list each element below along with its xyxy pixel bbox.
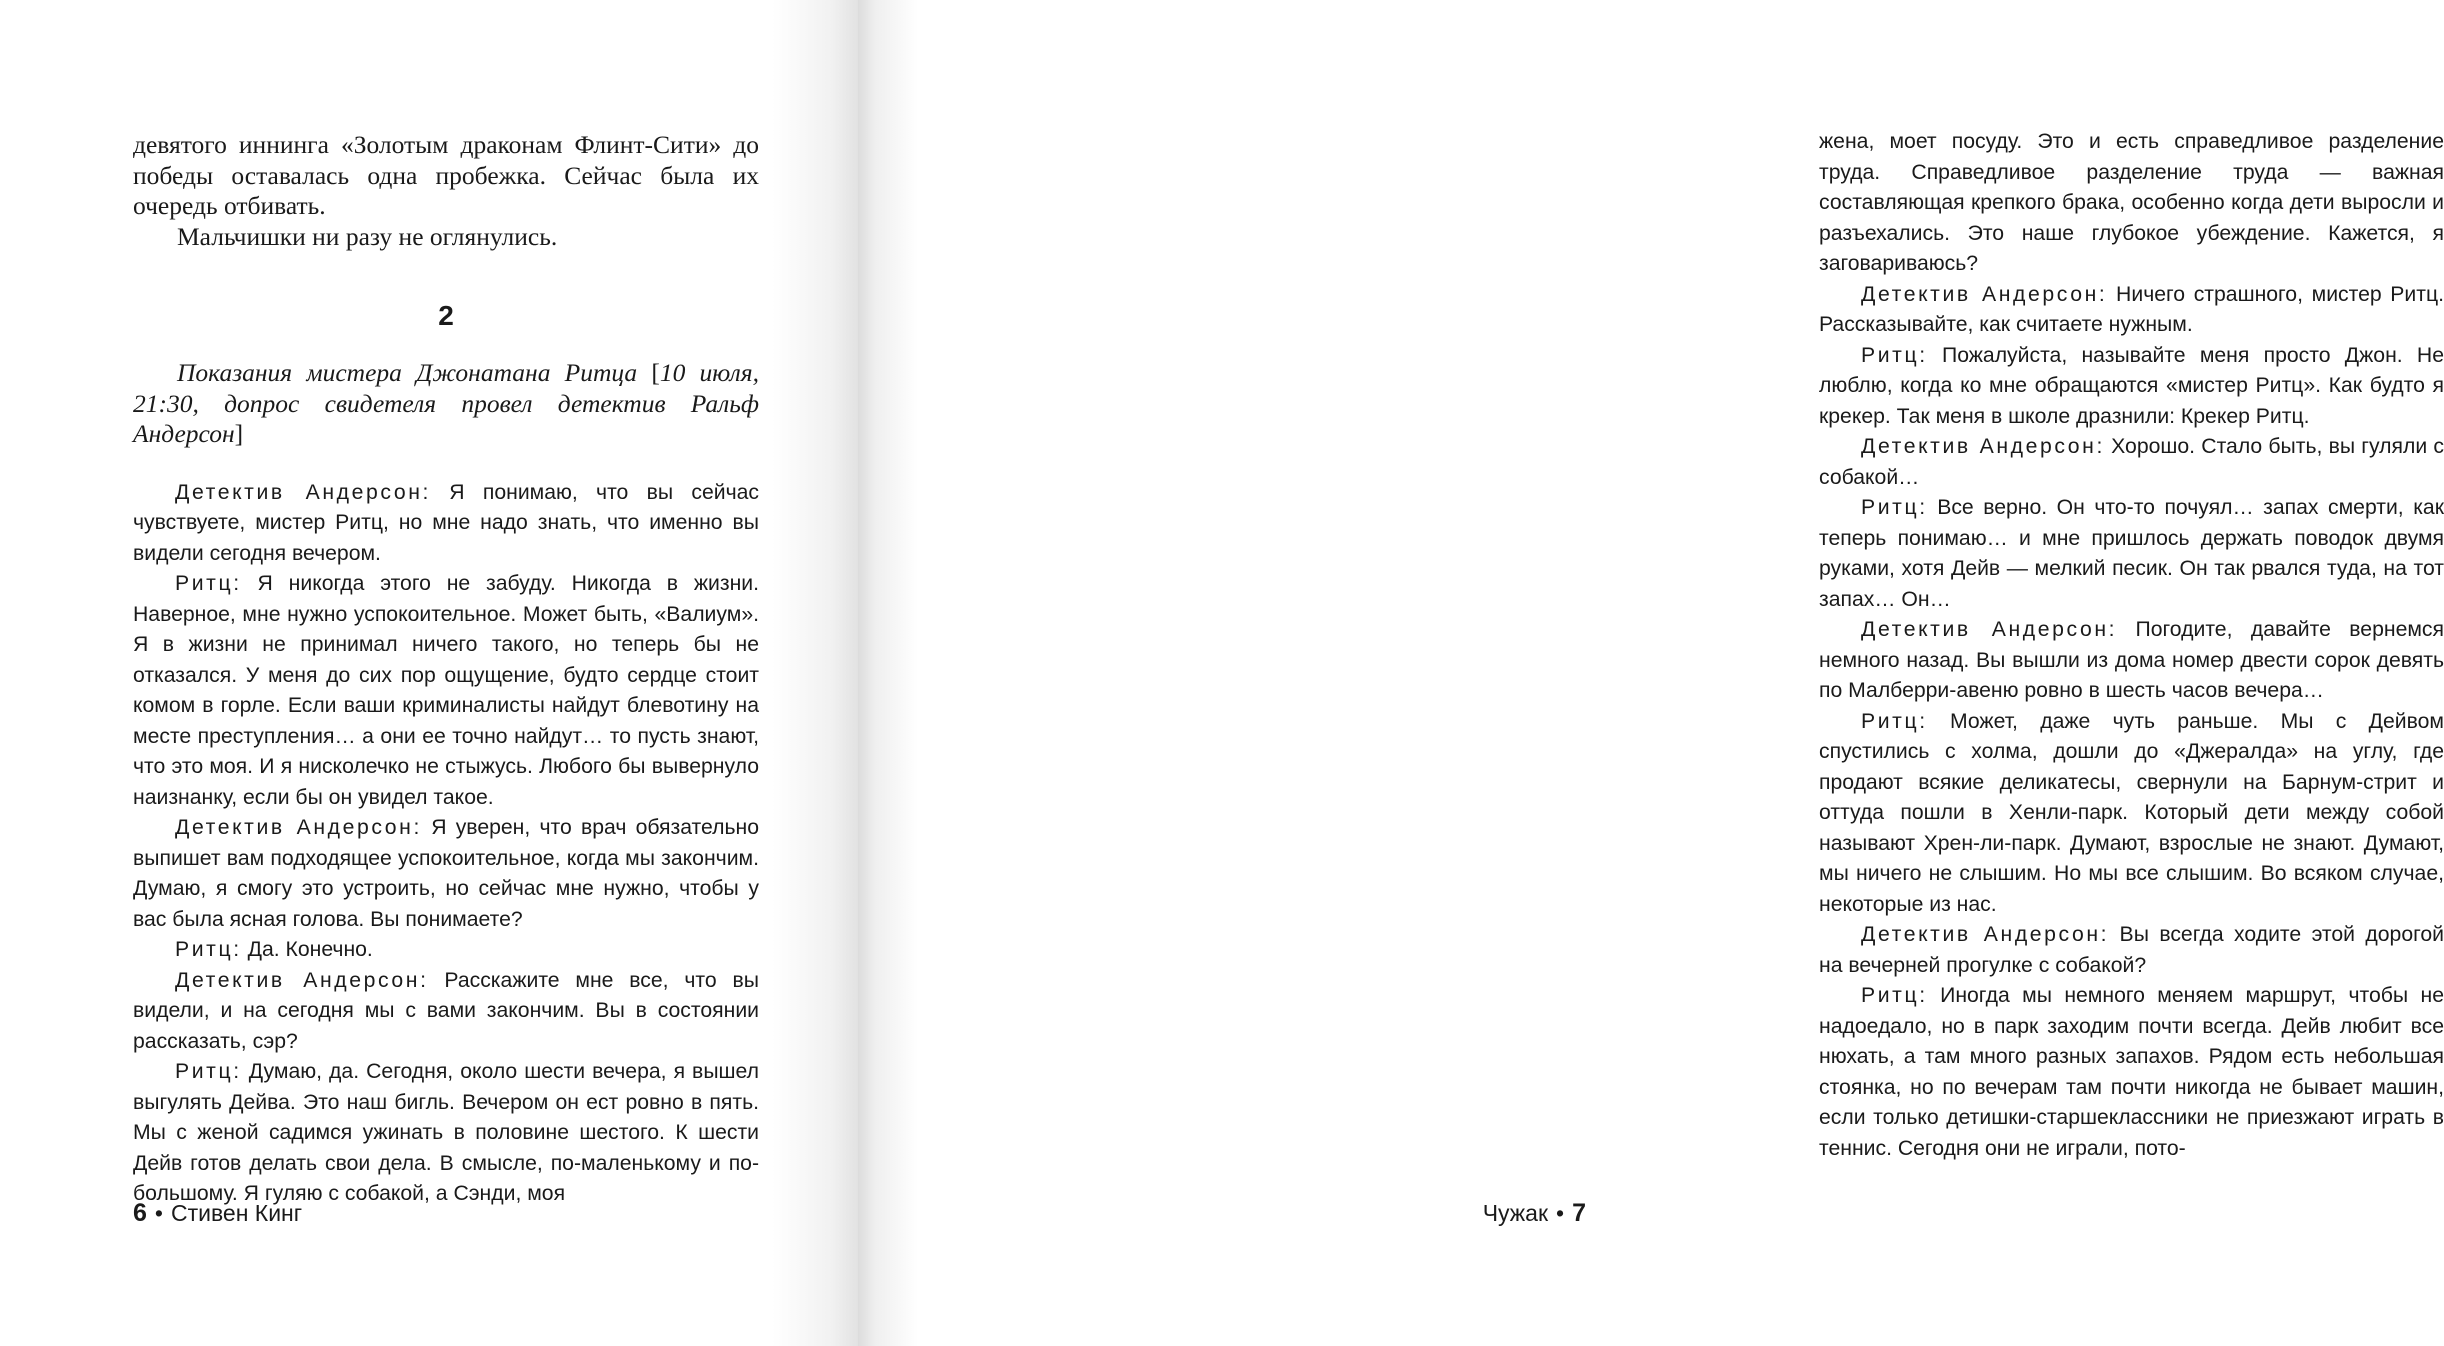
dialogue-text: Все верно. Он что-то почуял… запах смерти, как теперь понимаю… и мне пришлось держать поводок двумя руками, хотя Дейв — мелкий песик. Он так рвался туда, на тот запах… Он… bbox=[1819, 496, 2444, 611]
speaker-name: Ритц: bbox=[175, 1060, 242, 1083]
speaker-name: Ритц: bbox=[1861, 496, 1928, 519]
dialogue-line bbox=[1819, 493, 2444, 615]
dialogue-text: Пожалуйста, называйте меня просто Джон. Не люблю, когда ко мне обращаются «мистер Ритц». Как будто я крекер. Так меня в школе дразнили: Крекер Ритц. bbox=[1819, 343, 2444, 428]
narrative-paragraph: Мальчишки ни разу не оглянулись. bbox=[177, 221, 558, 251]
left-text-column bbox=[133, 130, 759, 1210]
heading-bracket: [ bbox=[637, 358, 660, 387]
dialogue-line bbox=[1819, 920, 2444, 981]
dialogue-line bbox=[133, 935, 759, 966]
dialogue-text: Иногда мы немного меняем маршрут, чтобы не надоедало, но в парк заходим почти всегда. Дейв любит все нюхать, а там много разных запахов. Рядом есть небольшая стоянка, но по вечерам там почти никогда не бывает машин, если только детишки-старшеклассники не приезжают играть в теннис. Сегодня они не играли, пото- bbox=[1819, 984, 2444, 1160]
dialogue-line bbox=[1819, 280, 2444, 341]
heading-italic-part: Показания мистера Джонатана Ритца bbox=[177, 358, 638, 387]
speaker-name: Детектив Андерсон: bbox=[175, 816, 422, 839]
author-name: Стивен Кинг bbox=[170, 1200, 303, 1226]
heading-bracket: ] bbox=[234, 419, 244, 448]
dialogue-line bbox=[1819, 615, 2444, 707]
dialogue-text: Расскажите мне все, что вы видели, и на сегодня мы с вами закончим. Вы в состоянии рассказать, сэр? bbox=[133, 968, 759, 1053]
dialogue-block bbox=[1819, 127, 2444, 1164]
left-page bbox=[0, 0, 858, 1346]
dialogue-text: Погодите, давайте вернемся немного назад. Вы вышли из дома номер двести сорок девять по Малберри-авеню ровно в шесть часов вечера… bbox=[1819, 618, 2444, 702]
dialogue-text: Я понимаю, что вы сейчас чувствуете, мистер Ритц, но мне надо знать, что именно вы видели сегодня вечером. bbox=[133, 480, 759, 565]
heading-italic-part: 10 июля, 21:30, допрос свидетеля провел детектив Ральф Андерсон bbox=[133, 358, 760, 448]
speaker-name: Ритц: bbox=[175, 572, 242, 595]
dialogue-text: Я никогда этого не забуду. Никогда в жизни. Наверное, мне нужно успокоительное. Может быть, «Валиум». Я в жизни не принимал ничего такого, но теперь бы не отказался. У меня до сих пор ощущение, будто сердце стоит комом в горле. Если ваши криминалисты найдут блевотину на месте преступления… а они ее точно найдут… то пусть знают, что это моя. И я нисколечко не стыжусь. Любого бы вывернуло наизнанку, если бы он увидел такое. bbox=[133, 572, 759, 809]
dialogue-line bbox=[1819, 981, 2444, 1164]
speaker-name: Детектив Андерсон: bbox=[175, 480, 432, 504]
chapter-heading bbox=[133, 358, 759, 450]
dialogue-line bbox=[133, 966, 759, 1058]
bullet-separator: • bbox=[154, 1200, 163, 1226]
speaker-name: Детектив Андерсон: bbox=[175, 968, 429, 992]
speaker-name: Ритц: bbox=[1861, 709, 1928, 733]
right-page bbox=[858, 0, 2444, 1346]
speaker-name: Детектив Андерсон: bbox=[1861, 923, 2110, 946]
dialogue-text: Думаю, да. Сегодня, около шести вечера, я вышел выгулять Дейва. Это наш бигль. Вечером он ест ровно в пять. Мы с женой садимся ужинать в половине шестого. К шести Дейв готов делать свои дела. В смысле, по-маленькому и по-большому. Я гуляю с собакой, а Сэнди, моя bbox=[133, 1060, 759, 1205]
page-number: 7 bbox=[1572, 1199, 1586, 1227]
dialogue-line bbox=[133, 569, 759, 813]
speaker-name: Детектив Андерсон: bbox=[1861, 435, 2105, 458]
chapter-number: 2 bbox=[438, 300, 454, 331]
dialogue-text: Может, даже чуть раньше. Мы с Дейвом спустились с холма, дошли до «Джералда» на углу, где продают всякие деликатесы, свернули на Барнум-стрит и оттуда пошли в Хенли-парк. Который дети между собой называют Хрен-ли-парк. Думают, взрослые не знают. Думают, мы ничего не слышим. Но мы все слышим. Во всяком случае, некоторые из нас. bbox=[1819, 709, 2444, 916]
speaker-name: Ритц: bbox=[1861, 343, 1928, 367]
dialogue-block bbox=[133, 478, 759, 1210]
dialogue-continuation: жена, моет посуду. Это и есть справедливое разделение труда. Справедливое разделение труда — важная составляющая крепкого брака, особенно когда дети выросли и разъехались. Это наше глубокое убеждение. Кажется, я заговариваюсь? bbox=[1819, 130, 2444, 275]
dialogue-text: Я уверен, что врач обязательно выпишет вам подходящее успокоительное, когда мы закончим. Думаю, я смогу это устроить, но сейчас мне нужно, чтобы у вас была ясная голова. Вы понимаете? bbox=[133, 816, 759, 931]
dialogue-line bbox=[1819, 707, 2444, 921]
dialogue-line bbox=[1819, 341, 2444, 433]
left-running-footer bbox=[133, 1198, 302, 1228]
speaker-name: Ритц: bbox=[175, 938, 242, 961]
right-text-column bbox=[1819, 127, 2444, 1164]
dialogue-line bbox=[1819, 432, 2444, 493]
book-title: Чужак bbox=[1482, 1200, 1549, 1226]
dialogue-text: Вы всегда ходите этой дорогой на вечерней прогулке с собакой? bbox=[1819, 923, 2444, 977]
dialogue-text: Ничего страшного, мистер Ритц. Рассказывайте, как считаете нужным. bbox=[1819, 282, 2444, 336]
narrative-paragraph: девятого иннинга «Золотым драконам Флинт-Сити» до победы оставалась одна пробежка. Сейчас была их очередь отбивать. bbox=[133, 130, 759, 220]
dialogue-text: Хорошо. Стало быть, вы гуляли с собакой… bbox=[1819, 435, 2444, 489]
speaker-name: Детектив Андерсон: bbox=[1861, 282, 2108, 306]
speaker-name: Ритц: bbox=[1861, 984, 1928, 1007]
bullet-separator: • bbox=[1556, 1200, 1565, 1226]
speaker-name: Детектив Андерсон: bbox=[1861, 618, 2118, 641]
dialogue-line bbox=[133, 478, 759, 570]
narrative-block bbox=[133, 130, 759, 252]
dialogue-line bbox=[133, 813, 759, 935]
dialogue-text: Да. Конечно. bbox=[241, 938, 373, 961]
page-number: 6 bbox=[133, 1199, 147, 1227]
dialogue-line bbox=[133, 1057, 759, 1210]
right-running-footer bbox=[1483, 1198, 1586, 1228]
